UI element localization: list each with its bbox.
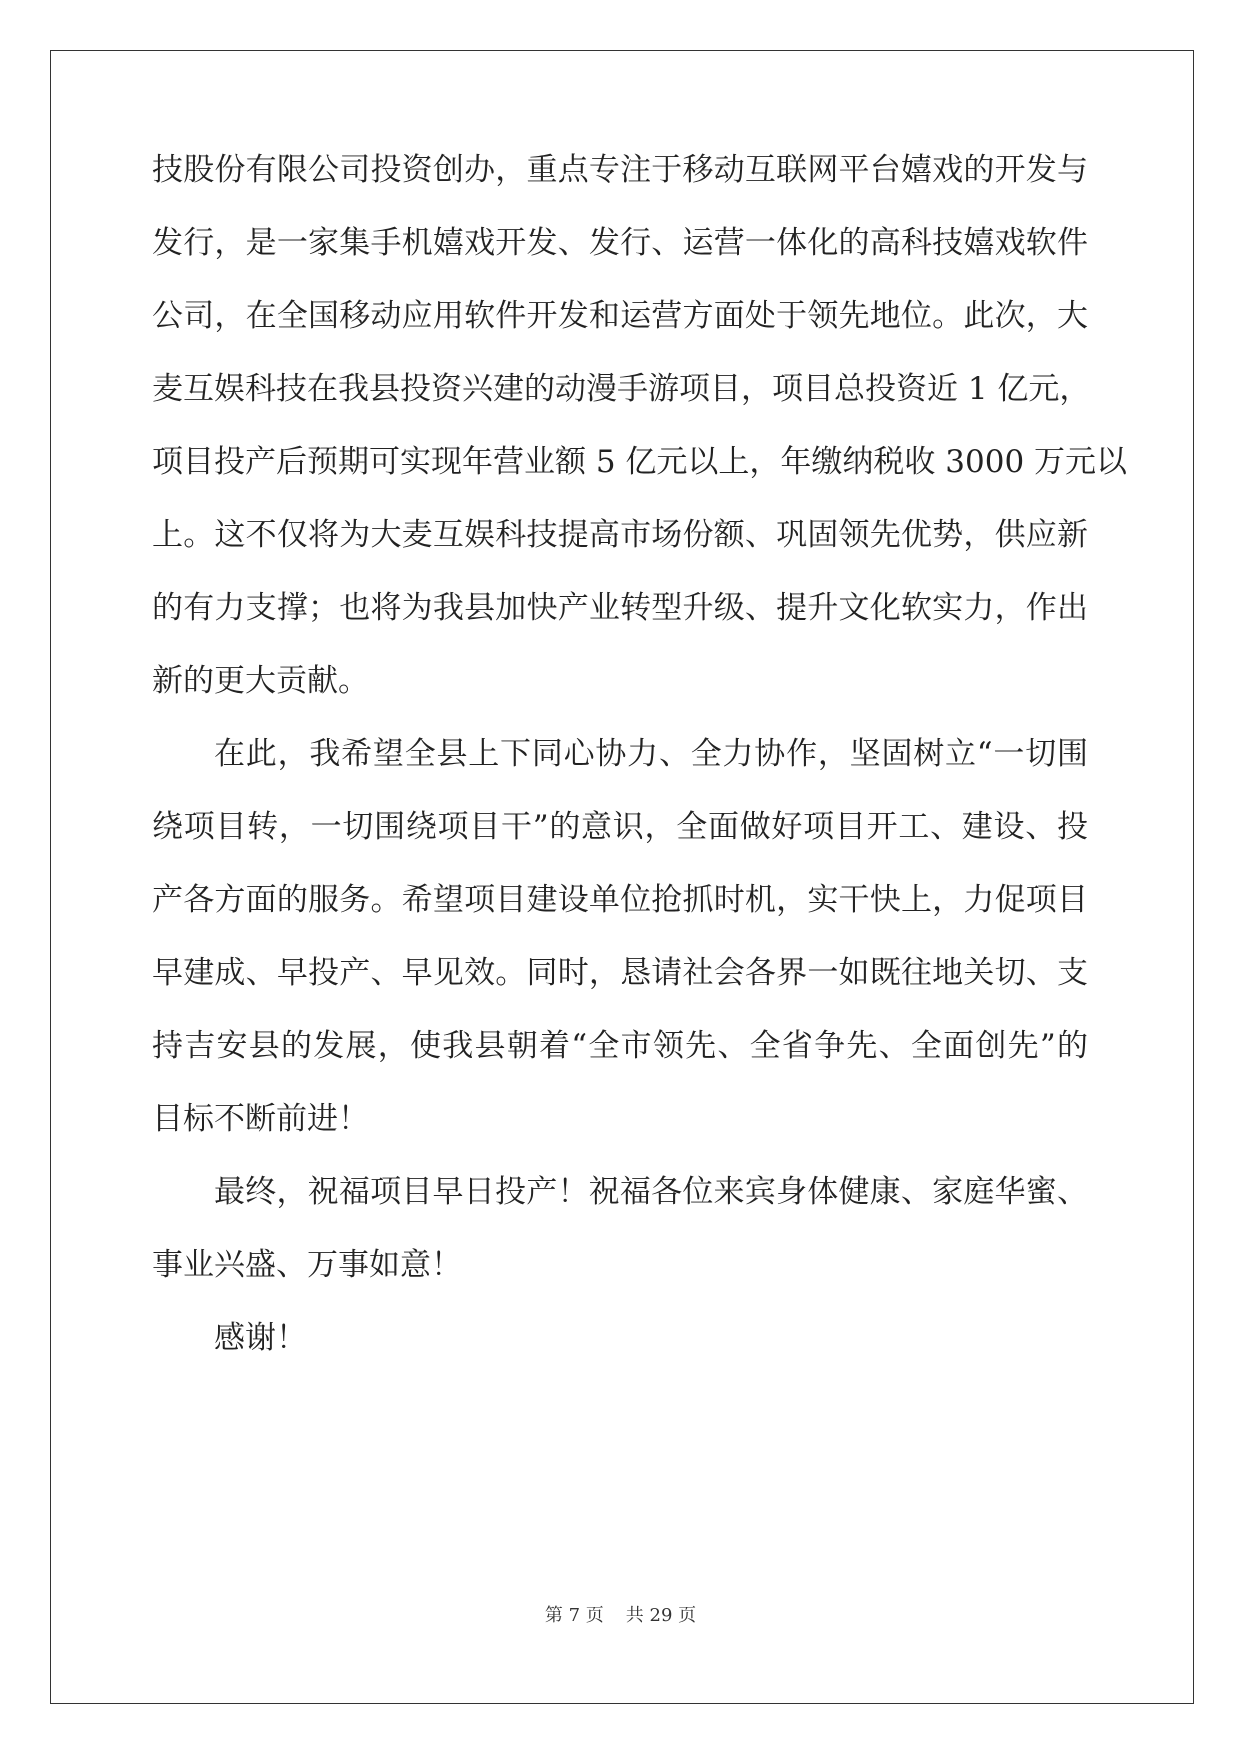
page-number: 第 7 页 [544,1605,604,1626]
body-text-line: 麦互娱科技在我县投资兴建的动漫手游项目，项目总投资近 1 亿元， [152,371,1091,407]
body-text-line: 目标不断前进！ [152,1101,369,1137]
body-text-line: 上。这不仅将为大麦互娱科技提高市场份额、巩固领先优势，供应新 [152,517,1088,553]
body-text-line: 持吉安县的发展，使我县朝着“全市领先、全省争先、全面创先”的 [152,1028,1088,1064]
body-text-line: 绕项目转，一切围绕项目干”的意识，全面做好项目开工、建设、投 [152,809,1088,845]
closing-line: 感谢！ [214,1320,307,1356]
body-text-line: 技股份有限公司投资创办，重点专注于移动互联网平台嬉戏的开发与 [152,152,1088,188]
paragraph-first-line: 最终，祝福项目早日投产！祝福各位来宾身体健康、家庭华蜜、 [214,1174,1088,1210]
body-text-line: 早建成、早投产、早见效。同时，恳请社会各界一如既往地关切、支 [152,955,1088,991]
body-text-line: 产各方面的服务。希望项目建设单位抢抓时机，实干快上，力促项目 [152,882,1088,918]
paragraph-first-line: 在此，我希望全县上下同心协力、全力协作，坚固树立“一切围 [214,736,1088,772]
page-total: 共 29 页 [625,1605,697,1626]
body-text-line: 的有力支撑；也将为我县加快产业转型升级、提升文化软实力，作出 [152,590,1088,626]
body-text-line: 公司，在全国移动应用软件开发和运营方面处于领先地位。此次，大 [152,298,1088,334]
body-text-line: 发行，是一家集手机嬉戏开发、发行、运营一体化的高科技嬉戏软件 [152,225,1088,261]
page-footer [0,1605,1241,1627]
body-text-line: 事业兴盛、万事如意！ [152,1247,462,1283]
body-text-line: 项目投产后预期可实现年营业额 5 亿元以上，年缴纳税收 3000 万元以 [152,444,1128,480]
body-text-line: 新的更大贡献。 [152,663,369,699]
